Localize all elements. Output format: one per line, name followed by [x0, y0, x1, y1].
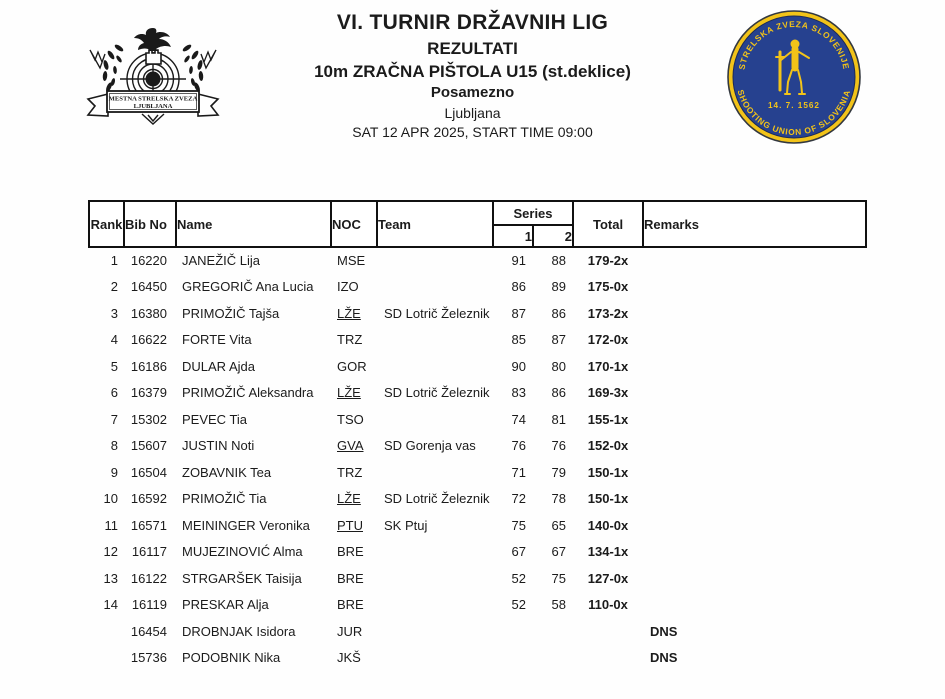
team-cell [377, 592, 493, 619]
table-row [89, 406, 866, 433]
noc-cell: GOR [337, 358, 367, 374]
bib-cell: 16380 [130, 305, 167, 321]
remarks-cell [643, 353, 866, 380]
bib-cell: 16379 [130, 385, 167, 401]
table-row [89, 618, 866, 645]
bib-cell: 16592 [130, 491, 167, 507]
rank-cell: 2 [110, 279, 118, 295]
noc-cell: BRE [337, 570, 364, 586]
bib-cell: 16117 [131, 544, 167, 560]
name-cell: PRIMOŽIČ Tia [182, 491, 267, 507]
table-row [89, 327, 866, 354]
rank-cell: 10 [103, 491, 118, 507]
noc-cell: TRZ [337, 332, 363, 348]
noc-cell: BRE [337, 597, 364, 613]
series1-cell: 83 [511, 385, 526, 401]
rank-cell: 9 [110, 464, 118, 480]
remarks-cell [643, 274, 866, 301]
series2-cell: 67 [551, 544, 567, 560]
rank-cell: 13 [103, 570, 118, 586]
rank-cell: 5 [110, 358, 118, 374]
team-cell: SD Gorenja vas [384, 438, 476, 454]
series1-cell: 52 [511, 570, 526, 586]
right-logo-date: 14. 7. 1562 [768, 101, 820, 110]
name-cell: ZOBAVNIK Tea [182, 464, 272, 480]
series1-cell: 75 [511, 517, 526, 533]
bib-cell: 16454 [130, 623, 167, 639]
series-header: Series [493, 201, 573, 225]
rank-cell: 3 [110, 305, 118, 321]
series2-cell: 75 [551, 570, 567, 586]
rank-cell: 1 [110, 253, 118, 269]
remarks-cell [643, 459, 866, 486]
team-cell: SD Lotrič Železnik [384, 385, 490, 401]
remarks-cell [643, 512, 866, 539]
bib-cell: 16571 [130, 517, 167, 533]
total-cell: 150-1x [587, 491, 629, 507]
remarks-cell [643, 406, 866, 433]
team-cell [377, 247, 493, 274]
bib-cell: 16504 [130, 464, 167, 480]
table-row [89, 565, 866, 592]
results-table-body [89, 247, 866, 671]
total-cell: 150-1x [587, 464, 629, 480]
series2-cell: 78 [551, 491, 567, 507]
remarks-cell: DNS [650, 623, 678, 639]
noc-cell: LŽE [337, 305, 361, 321]
series1-cell: 76 [511, 438, 526, 454]
table-row [89, 592, 866, 619]
series2-cell: 65 [551, 517, 567, 533]
name-cell: PRIMOŽIČ Aleksandra [182, 385, 314, 401]
total-cell: 169-3x [587, 385, 629, 401]
noc-cell: PTU [337, 517, 363, 533]
remarks-cell [643, 539, 866, 566]
total-cell: 175-0x [587, 279, 629, 295]
team-cell [377, 539, 493, 566]
bib-cell: 15736 [130, 650, 167, 666]
left-logo-line1: MESTNA STRELSKA ZVEZA [108, 95, 198, 103]
table-row [89, 247, 866, 274]
name-cell: DROBNJAK Isidora [182, 623, 296, 639]
series2-cell [533, 645, 573, 672]
total-cell: 155-1x [587, 411, 629, 427]
series2-header: 2 [533, 225, 573, 247]
event-label: 10m ZRAČNA PIŠTOLA U15 (st.deklice) [314, 61, 631, 81]
noc-cell: BRE [337, 544, 364, 560]
series2-cell: 80 [551, 358, 567, 374]
team-cell [377, 645, 493, 672]
series2-cell: 88 [551, 253, 567, 269]
remarks-cell [643, 565, 866, 592]
noc-cell: LŽE [337, 385, 361, 401]
team-cell: SD Lotrič Železnik [384, 305, 490, 321]
bib-cell: 16450 [130, 279, 167, 295]
remarks-cell [643, 592, 866, 619]
bib-cell: 15302 [130, 411, 167, 427]
name-cell: PEVEC Tia [182, 411, 248, 427]
rank-cell: 12 [103, 544, 118, 560]
series1-cell: 52 [511, 597, 526, 613]
bib-cell: 15607 [130, 438, 167, 454]
remarks-cell [643, 433, 866, 460]
table-row [89, 300, 866, 327]
remarks-cell: DNS [650, 650, 678, 666]
total-cell: 179-2x [587, 253, 629, 269]
total-cell: 127-0x [587, 570, 629, 586]
rank-cell: 4 [110, 332, 118, 348]
table-row [89, 539, 866, 566]
team-cell: SK Ptuj [384, 517, 428, 533]
noc-cell: GVA [337, 438, 364, 454]
total-cell [573, 645, 643, 672]
table-row [89, 512, 866, 539]
rank-cell: 11 [104, 517, 118, 533]
series1-header: 1 [493, 225, 533, 247]
team-header: Team [377, 201, 493, 247]
datetime-label: SAT 12 APR 2025, START TIME 09:00 [352, 124, 593, 140]
table-row [89, 459, 866, 486]
series1-cell [493, 645, 533, 672]
remarks-cell [643, 247, 866, 274]
name-cell: PRESKAR Alja [182, 597, 269, 613]
total-cell [573, 618, 643, 645]
left-logo-line2: LJUBLJANA [133, 103, 173, 110]
location-label: Ljubljana [444, 104, 501, 121]
team-cell [377, 353, 493, 380]
total-cell: 152-0x [587, 438, 629, 454]
series1-cell: 86 [511, 279, 526, 295]
noc-cell: IZO [337, 279, 359, 295]
bib-cell: 16122 [130, 570, 167, 586]
rank-cell [89, 618, 124, 645]
total-cell: 134-1x [587, 544, 629, 560]
name-cell: JUSTIN Noti [182, 438, 255, 454]
series2-cell: 86 [551, 385, 567, 401]
series2-cell: 81 [551, 411, 567, 427]
team-cell [377, 274, 493, 301]
name-cell: GREGORIČ Ana Lucia [182, 279, 314, 295]
table-row [89, 486, 866, 513]
results-table [88, 200, 867, 671]
noc-header: NOC [331, 201, 377, 247]
total-cell: 110-0x [588, 597, 628, 613]
rank-cell [89, 645, 124, 672]
series1-cell: 74 [511, 411, 526, 427]
name-cell: MEININGER Veronika [182, 517, 310, 533]
total-cell: 173-2x [587, 305, 629, 321]
noc-cell: JUR [337, 623, 363, 639]
team-cell: SD Lotrič Železnik [384, 491, 490, 507]
right-logo-bottom-text: SHOOTING UNION OF SLOVENIA [735, 88, 853, 138]
series2-cell: 89 [551, 279, 567, 295]
remarks-cell [643, 486, 866, 513]
remarks-cell [643, 300, 866, 327]
rank-cell: 6 [110, 385, 118, 401]
total-cell: 140-0x [587, 517, 629, 533]
team-cell [377, 406, 493, 433]
team-cell [377, 459, 493, 486]
total-cell: 170-1x [587, 358, 629, 374]
results-label: REZULTATI [427, 39, 518, 59]
noc-cell: TRZ [337, 464, 363, 480]
total-cell: 172-0x [587, 332, 629, 348]
series2-cell: 58 [551, 597, 567, 613]
bib-cell: 16119 [131, 597, 167, 613]
bib-header: Bib No [124, 201, 176, 247]
title-block [0, 10, 945, 142]
right-logo-top-text: STRELSKA ZVEZA SLOVENIJE [736, 18, 852, 71]
team-cell [377, 565, 493, 592]
name-cell: STRGARŠEK Taisija [182, 570, 302, 586]
rank-cell: 14 [103, 597, 118, 613]
name-cell: JANEŽIČ Lija [182, 253, 261, 269]
series1-cell: 85 [511, 332, 526, 348]
bib-cell: 16186 [130, 358, 167, 374]
bib-cell: 16622 [130, 332, 167, 348]
remarks-cell [643, 327, 866, 354]
rank-cell: 7 [110, 411, 118, 427]
noc-cell: MSE [337, 253, 366, 269]
noc-cell: JKŠ [337, 650, 361, 666]
table-row [89, 380, 866, 407]
series1-cell: 72 [511, 491, 526, 507]
team-cell [377, 618, 493, 645]
page-title: VI. TURNIR DRŽAVNIH LIG [336, 11, 609, 34]
name-cell: DULAR Ajda [182, 358, 255, 374]
name-header: Name [176, 201, 331, 247]
category-label: Posamezno [430, 83, 515, 101]
series2-cell: 79 [551, 464, 567, 480]
name-cell: PODOBNIK Nika [182, 650, 281, 666]
rank-cell: 8 [110, 438, 118, 454]
series2-cell: 86 [551, 305, 567, 321]
table-row [89, 645, 866, 672]
results-table-head [89, 201, 866, 247]
table-row [89, 274, 866, 301]
series1-cell: 90 [511, 358, 526, 374]
series1-cell [493, 618, 533, 645]
name-cell: MUJEZINOVIĆ Alma [182, 544, 303, 560]
bib-cell: 16220 [130, 253, 167, 269]
series1-cell: 67 [511, 544, 526, 560]
series1-cell: 71 [511, 464, 526, 480]
series1-cell: 91 [511, 253, 526, 269]
series2-cell: 76 [551, 438, 567, 454]
rank-header: Rank [89, 201, 124, 247]
name-cell: PRIMOŽIČ Tajša [182, 305, 280, 321]
noc-cell: TSO [337, 411, 364, 427]
remarks-cell [643, 380, 866, 407]
series2-cell: 87 [551, 332, 567, 348]
team-cell [377, 327, 493, 354]
total-header: Total [573, 201, 643, 247]
series2-cell [533, 618, 573, 645]
name-cell: FORTE Vita [182, 332, 252, 348]
noc-cell: LŽE [337, 491, 361, 507]
table-row [89, 433, 866, 460]
series1-cell: 87 [511, 305, 526, 321]
table-row [89, 353, 866, 380]
remarks-header: Remarks [643, 201, 866, 247]
